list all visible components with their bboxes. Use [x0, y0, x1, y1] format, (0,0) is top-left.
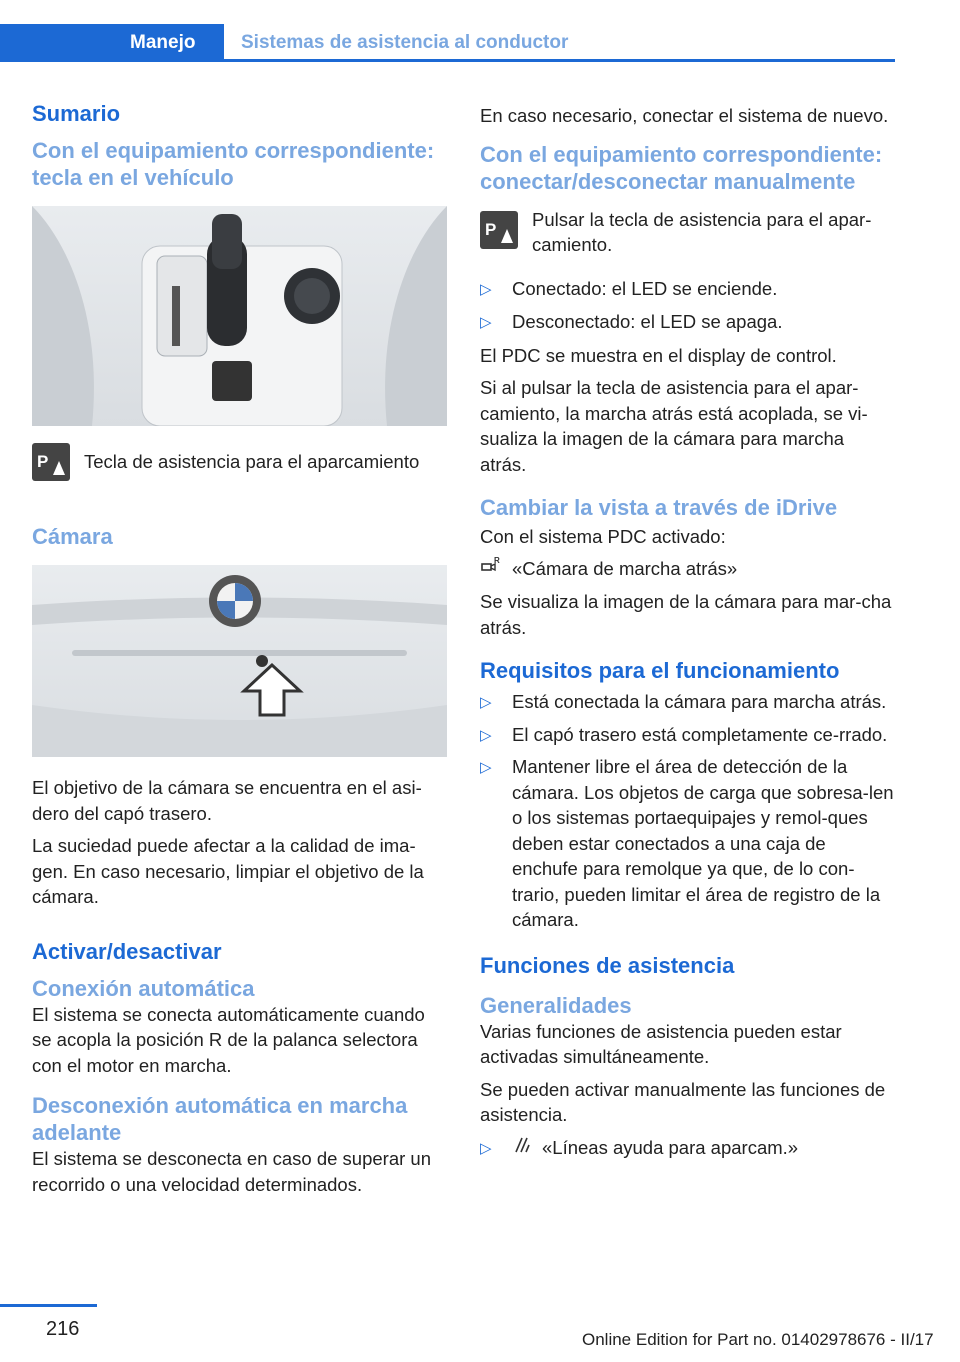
page-number-rule — [0, 1304, 97, 1307]
pulsar-text: Pulsar la tecla de asistencia para el apar-camiento. — [532, 208, 872, 255]
page-header — [0, 24, 895, 62]
edition-footer: Online Edition for Part no. 01402978676 - II/17 — [582, 1330, 934, 1349]
park-assist-key-icon — [480, 211, 518, 249]
si-paragraph: Si al pulsar la tecla de asistencia para el apar-camiento, la marcha atrás está acoplada, se vi-sualiza la imagen de la cámara para marcha atrás. — [480, 377, 868, 475]
heading-vista: Cambiar la vista a través de iDrive — [480, 495, 838, 520]
console-photo — [32, 206, 447, 426]
heading-requisitos: Requisitos para el funcionamiento — [480, 658, 840, 683]
list-item — [480, 754, 895, 933]
console-illustration — [32, 206, 447, 426]
list-item-text: «Líneas ayuda para aparcam.» — [542, 1136, 799, 1158]
triangle-bullet-icon: ▷ — [480, 314, 492, 331]
conectar-paragraph: En caso necesario, conectar el sistema de nuevo. — [480, 105, 889, 126]
heading-funciones: Funciones de asistencia — [480, 952, 735, 978]
list-item — [480, 722, 895, 749]
park-assist-key-icon — [32, 443, 70, 481]
triangle-bullet-icon: ▷ — [480, 726, 492, 744]
header-title: Sistemas de asistencia al conductor — [241, 32, 569, 53]
list-item-text: Desconectado: el LED se apaga. — [512, 311, 783, 332]
requisitos-list — [480, 689, 895, 933]
parking-lines-icon — [512, 1135, 542, 1162]
list-item-text: Está conectada la cámara para marcha atrás. — [512, 691, 887, 712]
triangle-bullet-icon: ▷ — [480, 694, 492, 711]
desconexion-paragraph: El sistema se desconecta en caso de superar un recorrido o una velocidad determinados. — [32, 1148, 432, 1195]
list-item-text: Mantener libre el área de detección de la cámara. Los objetos de carga que sobresa-len o los sistemas portaequipajes y remol-ques deben estar conectados a una caja de enchufe para remolque ya que, de lo con-trario, pueden limitar el área de registro de la cámara. — [512, 756, 894, 930]
triangle-bullet-icon: ▷ — [480, 759, 492, 776]
list-item — [480, 276, 895, 303]
heading-manual: Con el equipamiento correspondiente: conectar/desconectar manualmente — [480, 141, 883, 194]
heading-conexion: Conexión automática — [32, 975, 255, 1001]
list-item-text: El capó trasero está completamente ce-rrado. — [512, 723, 888, 745]
rear-camera-icon — [480, 556, 512, 583]
menu-row — [480, 556, 895, 583]
list-item — [480, 309, 895, 336]
conexion-paragraph: El sistema se conecta automáticamente cuando se acopla la posición R de la palanca selectora con el motor en marcha. — [32, 1003, 425, 1076]
objetivo-paragraph: El objetivo de la cámara se encuentra en el asi-dero del capó trasero. — [32, 777, 422, 824]
visualiza-paragraph: Se visualiza la imagen de la cámara para mar-cha atrás. — [480, 591, 892, 638]
triangle-bullet-icon: ▷ — [480, 280, 492, 298]
varias-paragraph: Varias funciones de asistencia pueden estar activadas simultáneamente. — [480, 1020, 842, 1067]
pueden-paragraph: Se pueden activar manualmente las funciones de asistencia. — [480, 1078, 886, 1125]
heading-sumario: Sumario — [32, 101, 121, 126]
heading-generalidades: Generalidades — [480, 992, 632, 1018]
heading-camara: Cámara — [32, 524, 113, 549]
pdc-paragraph: El PDC se muestra en el display de control. — [480, 344, 837, 366]
suciedad-paragraph: La suciedad puede afectar a la calidad de ima-gen. En caso necesario, limpiar el objetivo de la cámara. — [32, 835, 424, 907]
trunk-illustration — [32, 565, 447, 757]
pulsar-row — [480, 207, 895, 258]
list-item-text: Conectado: el LED se enciende. — [512, 277, 778, 299]
page-number: 216 — [46, 1318, 80, 1340]
led-list — [480, 276, 895, 336]
heading-desconexion: Desconexión automática en marcha adelante — [32, 1093, 408, 1145]
heading-activar: Activar/desactivar — [32, 938, 222, 964]
triangle-bullet-icon: ▷ — [480, 1139, 492, 1157]
list-item — [480, 689, 895, 716]
heading-tecla: Con el equipamiento correspondiente: tecla en el vehículo — [32, 138, 435, 190]
menu-camara-label: «Cámara de marcha atrás» — [512, 557, 738, 579]
svg-text:R: R — [494, 555, 500, 565]
header-section: Manejo — [130, 32, 196, 53]
tecla-caption: Tecla de asistencia para el aparcamiento — [84, 451, 420, 473]
right-column — [480, 100, 895, 1161]
left-column — [32, 100, 447, 1197]
list-item — [480, 1135, 895, 1162]
tecla-caption-row — [32, 443, 447, 481]
con-paragraph: Con el sistema PDC activado: — [480, 526, 726, 547]
camera-photo — [32, 565, 447, 757]
header-rule — [224, 59, 895, 62]
